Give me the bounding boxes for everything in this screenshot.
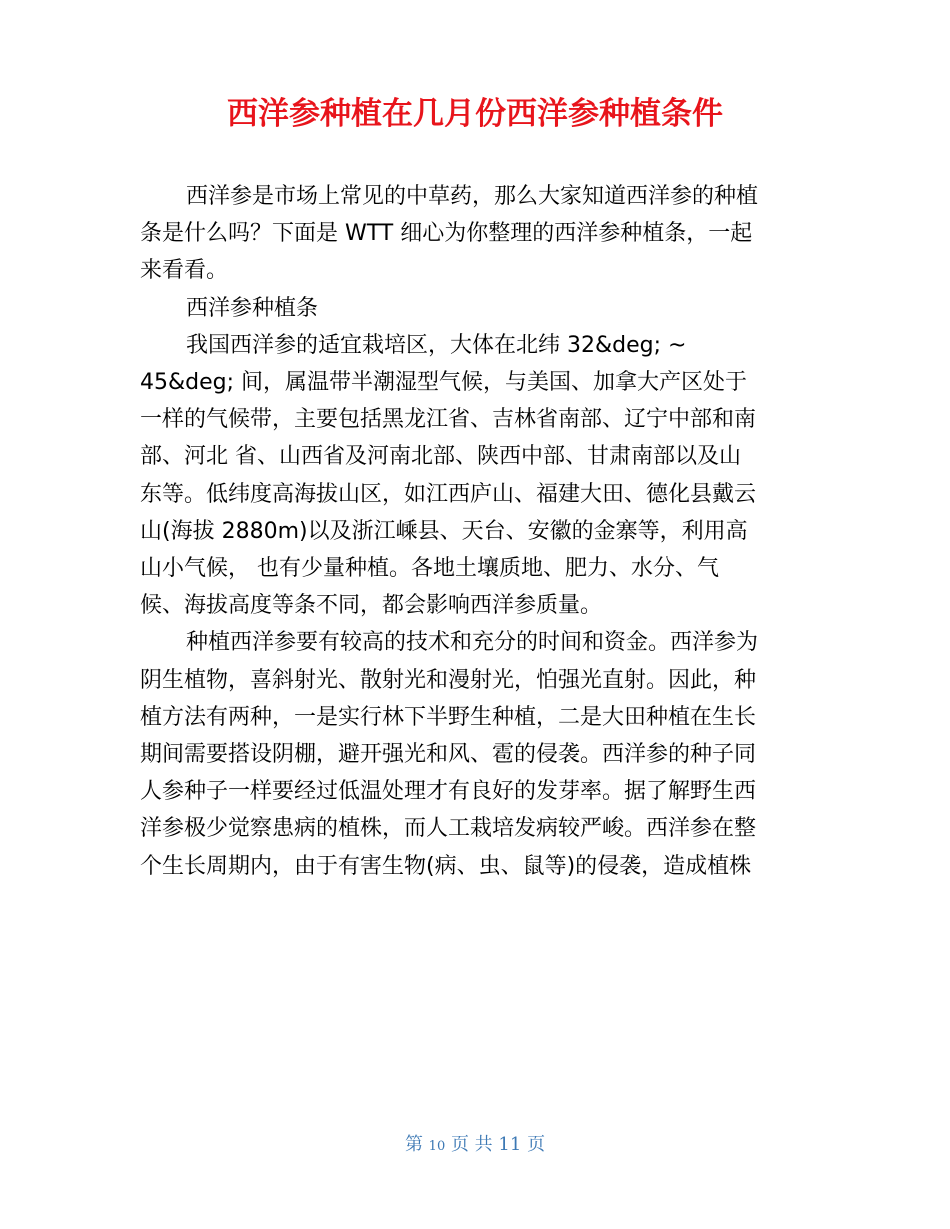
body-line: 条是什么吗？下面是 WTT 细心为你整理的西洋参种植条，一起 [140, 221, 753, 247]
body-line: 植方法有两种，一是实行林下半野生种植，二是大田种植在生长 [140, 704, 757, 730]
footer-total-pages: 11 [498, 1134, 522, 1155]
document-title: 西洋参种植在几月份西洋参种植条件 [227, 96, 723, 132]
body-line: 种植西洋参要有较高的技术和充分的时间和资金。西洋参为 [186, 630, 759, 656]
body-line: 来看看。 [140, 258, 229, 284]
body-line: 人参种子一样要经过低温处理才有良好的发芽率。据了解野生西 [140, 779, 757, 805]
footer-current-page: 10 [428, 1139, 446, 1154]
body-line: 山小气候， 也有少量种植。各地土壤质地、肥力、水分、气 [140, 556, 719, 582]
footer-middle: 页 共 [450, 1134, 493, 1155]
body-line: 45&deg; 间，属温带半潮湿型气候，与美国、加拿大产区处于 [140, 370, 748, 396]
body-line: 部、河北 省、山西省及河南北部、陕西中部、甘肃南部以及山 [140, 444, 741, 470]
body-line: 西洋参种植条 [186, 295, 319, 321]
document-body [140, 178, 795, 885]
body-line: 候、海拔高度等条不同，都会影响西洋参质量。 [140, 593, 603, 619]
body-line: 个生长周期内，由于有害生物(病、虫、鼠等)的侵袭，造成植株 [140, 853, 752, 879]
footer-prefix: 第 [404, 1134, 423, 1155]
body-line: 我国西洋参的适宜栽培区，大体在北纬 32&deg; ~ [186, 332, 687, 358]
body-line: 山(海拔 2880m)以及浙江嵊县、天台、安徽的金寨等，利用高 [140, 518, 748, 544]
page-footer [0, 1132, 950, 1160]
body-line: 东等。低纬度高海拔山区，如江西庐山、福建大田、德化县戴云 [140, 481, 757, 507]
body-line: 西洋参是市场上常见的中草药，那么大家知道西洋参的种植 [186, 184, 759, 209]
body-line: 一样的气候带，主要包括黑龙江省、吉林省南部、辽宁中部和南 [140, 407, 757, 433]
footer-suffix: 页 [527, 1134, 546, 1155]
body-line: 期间需要搭设阴棚，避开强光和风、雹的侵袭。西洋参的种子同 [140, 742, 757, 768]
body-line: 阴生植物，喜斜射光、散射光和漫射光，怕强光直射。因此，种 [140, 667, 757, 693]
body-line: 洋参极少觉察患病的植株，而人工栽培发病较严峻。西洋参在整 [140, 816, 757, 842]
